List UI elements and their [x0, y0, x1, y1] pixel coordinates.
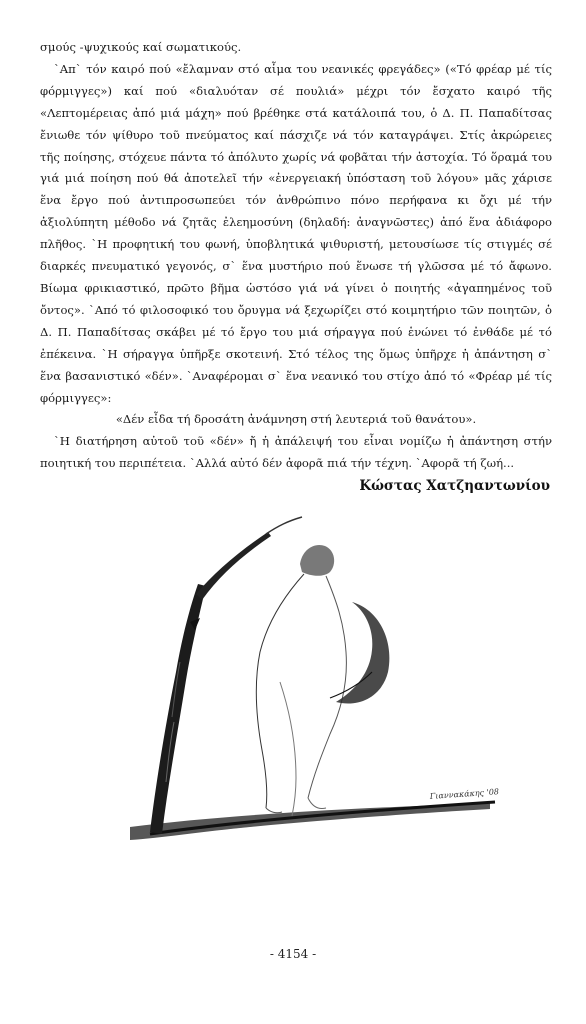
page-number: - 4154 -: [269, 947, 317, 961]
ground-shading: [130, 803, 490, 840]
pencil-sketch-illustration: [90, 512, 530, 872]
paragraph-continuation: σμούς -ψυχικούς καί σωματικούς.: [40, 40, 242, 54]
author-name: Κώστας Χατζηαντωνίου: [359, 478, 550, 494]
paragraph-main: `Απ` τόν καιρό πού «ἔλαμναν στό αἷμα του νεανικές φρεγάδες» («Τό φρέαρ μέ τίς φόρμιγγες») καί πού «διαλυόταν σέ πουλιά» μέχρι τόν ἔσχατο καιρό τῆς «Λεπτομέρειας ἀπό μιά μάχη» πού βρέθηκε στά κατάλοιπά του, ὁ Δ. Π. Παπαδίτσας ἔνιωθε τόν ψίθυρο τοῦ πνεύματος καί πάσχιζε νά τόν καταγράψει. Στίς ἀκρώρειες τῆς ποίησης, στόχευε πάντα τό ἀπόλυτο χωρίς νά φοβᾶται τήν ἀστοχία. Τό ὅραμά του γιά μιά ποίηση πού θά ἀποτελεῖ τήν «ἐνεργειακή ὑπόσταση τοῦ λόγου» μᾶς χάρισε ἕνα ἔργο πού ἀντιπροσωπεύει τόν ἀνθρώπινο πόνο περήφανα κι ὄχι μέ τήν ἀξιολύπητη μέθοδο νά ζητᾶς ἐλεημοσύνη (δηλαδή: ἀναγνῶστες) ἀπό ἕνα ἀδιάφορο πλῆθος. `Η προφητική του φωνή, ὑποβλητικά ψιθυριστή, μετουσίωσε τίς στιγμές σέ διαρκές πνευματικό γεγονός, σ` ἕνα μυστήριο πού ἕνωσε τή γλῶσσα μέ τό ἄφωνο. Βίωμα φρικιαστικό, πρῶτο βῆμα ὡστόσο γιά νά γίνει ὁ ποιητής «ἀγαπημένος τοῦ ὄντος». `Από τό φιλοσοφικό του ὄρυγμα νά ξεχωρίζει στό κοιμητήριο τῶν ποιητῶν, ὁ Δ. Π. Παπαδίτσας σκάβει μέ τό ἔργο του μιά σήραγγα πού ἑνώνει τό ἐνθάδε μέ τό ἐπέκεινα. `Η σήραγγα ὑπῆρξε σκοτεινή. Στό τέλος της ὅμως ὑπῆρχε ἡ ἀπάντηση σ` ἕνα βασανιστικό «δέν». `Αναφέρομαι σ` ἕνα νεανικό του στίχο ἀπό τό «Φρέαρ μέ τίς φόρμιγγες»:: [40, 61, 552, 405]
tree-branch: [196, 532, 271, 600]
tree-twig: [266, 517, 302, 534]
article-body: [40, 37, 552, 475]
figure-head: [300, 545, 334, 576]
artist-signature: Γιαννακάκης '08: [429, 787, 500, 801]
paragraph-closing: `Η διατήρηση αὐτοῦ τοῦ «δέν» ἤ ἡ ἀπάλειψή του εἶναι νομίζω ἡ ἀπάντηση στήν ποιητική του περιπέτεια. `Αλλά αὐτό δέν ἀφορᾶ πιά τήν τέχνη. `Αφορᾶ τή ζωή...: [40, 434, 552, 471]
quoted-verse: «Δέν εἶδα τή δροσάτη ἀνάμνηση στή λευτεριά τοῦ θανάτου».: [115, 412, 477, 427]
figure-outline: [256, 574, 304, 808]
